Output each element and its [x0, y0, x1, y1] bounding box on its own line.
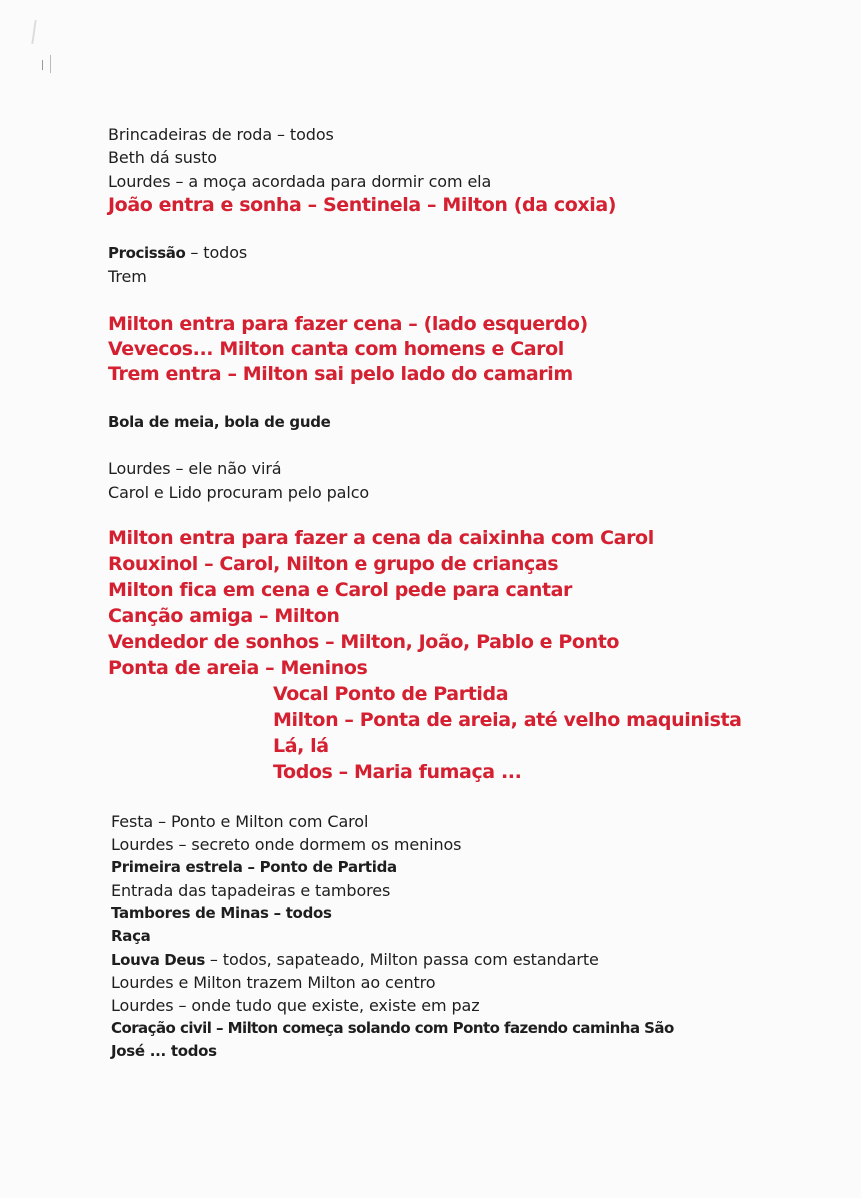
- text-line: Lourdes – a moça acordada para dormir com ela: [108, 172, 492, 191]
- text-line: Carol e Lido procuram pelo palco: [108, 483, 370, 502]
- text-line: Festa – Ponto e Milton com Carol: [111, 812, 369, 831]
- text-line: Brincadeiras de roda – todos: [108, 125, 334, 144]
- paper-mark: [50, 55, 51, 73]
- red-cue-indented: Milton – Ponta de areia, até velho maquinista: [273, 709, 742, 731]
- text-line: Lourdes – ele não virá: [108, 459, 282, 478]
- red-cue-line: Canção amiga – Milton: [108, 605, 340, 627]
- red-cue-indented: Todos – Maria fumaça ...: [273, 761, 522, 783]
- louva-rest: – todos, sapateado, Milton passa com estandarte: [204, 950, 599, 969]
- red-cue-line: Milton fica em cena e Carol pede para cantar: [108, 579, 573, 601]
- procissao-title: Procissão: [108, 244, 186, 262]
- red-cue-line: Ponta de areia – Meninos: [108, 657, 368, 679]
- procissao-rest: – todos: [185, 243, 248, 262]
- paper-mark: [31, 20, 36, 44]
- song-title: Primeira estrela – Ponto de Partida: [111, 858, 397, 876]
- red-cue-indented: Lá, lá: [273, 735, 329, 757]
- louva-line: [111, 950, 599, 969]
- text-line: Trem: [108, 267, 147, 286]
- red-cue-line: Milton entra para fazer cena – (lado esquerdo): [108, 313, 588, 335]
- text-line: Lourdes e Milton trazem Milton ao centro: [111, 973, 436, 992]
- red-cue-line: Vevecos... Milton canta com homens e Carol: [108, 338, 564, 360]
- red-cue-line: Trem entra – Milton sai pelo lado do camarim: [108, 363, 573, 385]
- text-line: Lourdes – onde tudo que existe, existe em paz: [111, 996, 480, 1015]
- paper-mark: [42, 60, 43, 70]
- red-cue-line: Milton entra para fazer a cena da caixinha com Carol: [108, 527, 654, 549]
- red-cue-line: Vendedor de sonhos – Milton, João, Pablo e Ponto: [108, 631, 620, 653]
- red-cue-line: João entra e sonha – Sentinela – Milton (da coxia): [108, 194, 617, 216]
- red-cue-indented: Vocal Ponto de Partida: [273, 683, 509, 705]
- procissao-line: [108, 243, 247, 262]
- text-line: Beth dá susto: [108, 148, 217, 167]
- song-title: Raça: [111, 927, 151, 945]
- song-title: Coração civil – Milton começa solando com Ponto fazendo caminha São: [111, 1019, 674, 1037]
- text-line: Entrada das tapadeiras e tambores: [111, 881, 391, 900]
- song-title: José ... todos: [111, 1042, 217, 1060]
- song-title: Tambores de Minas – todos: [111, 904, 332, 922]
- text-line: Lourdes – secreto onde dormem os meninos: [111, 835, 462, 854]
- louva-title: Louva Deus: [111, 951, 205, 969]
- song-title: Bola de meia, bola de gude: [108, 413, 331, 431]
- red-cue-line: Rouxinol – Carol, Nilton e grupo de crianças: [108, 553, 559, 575]
